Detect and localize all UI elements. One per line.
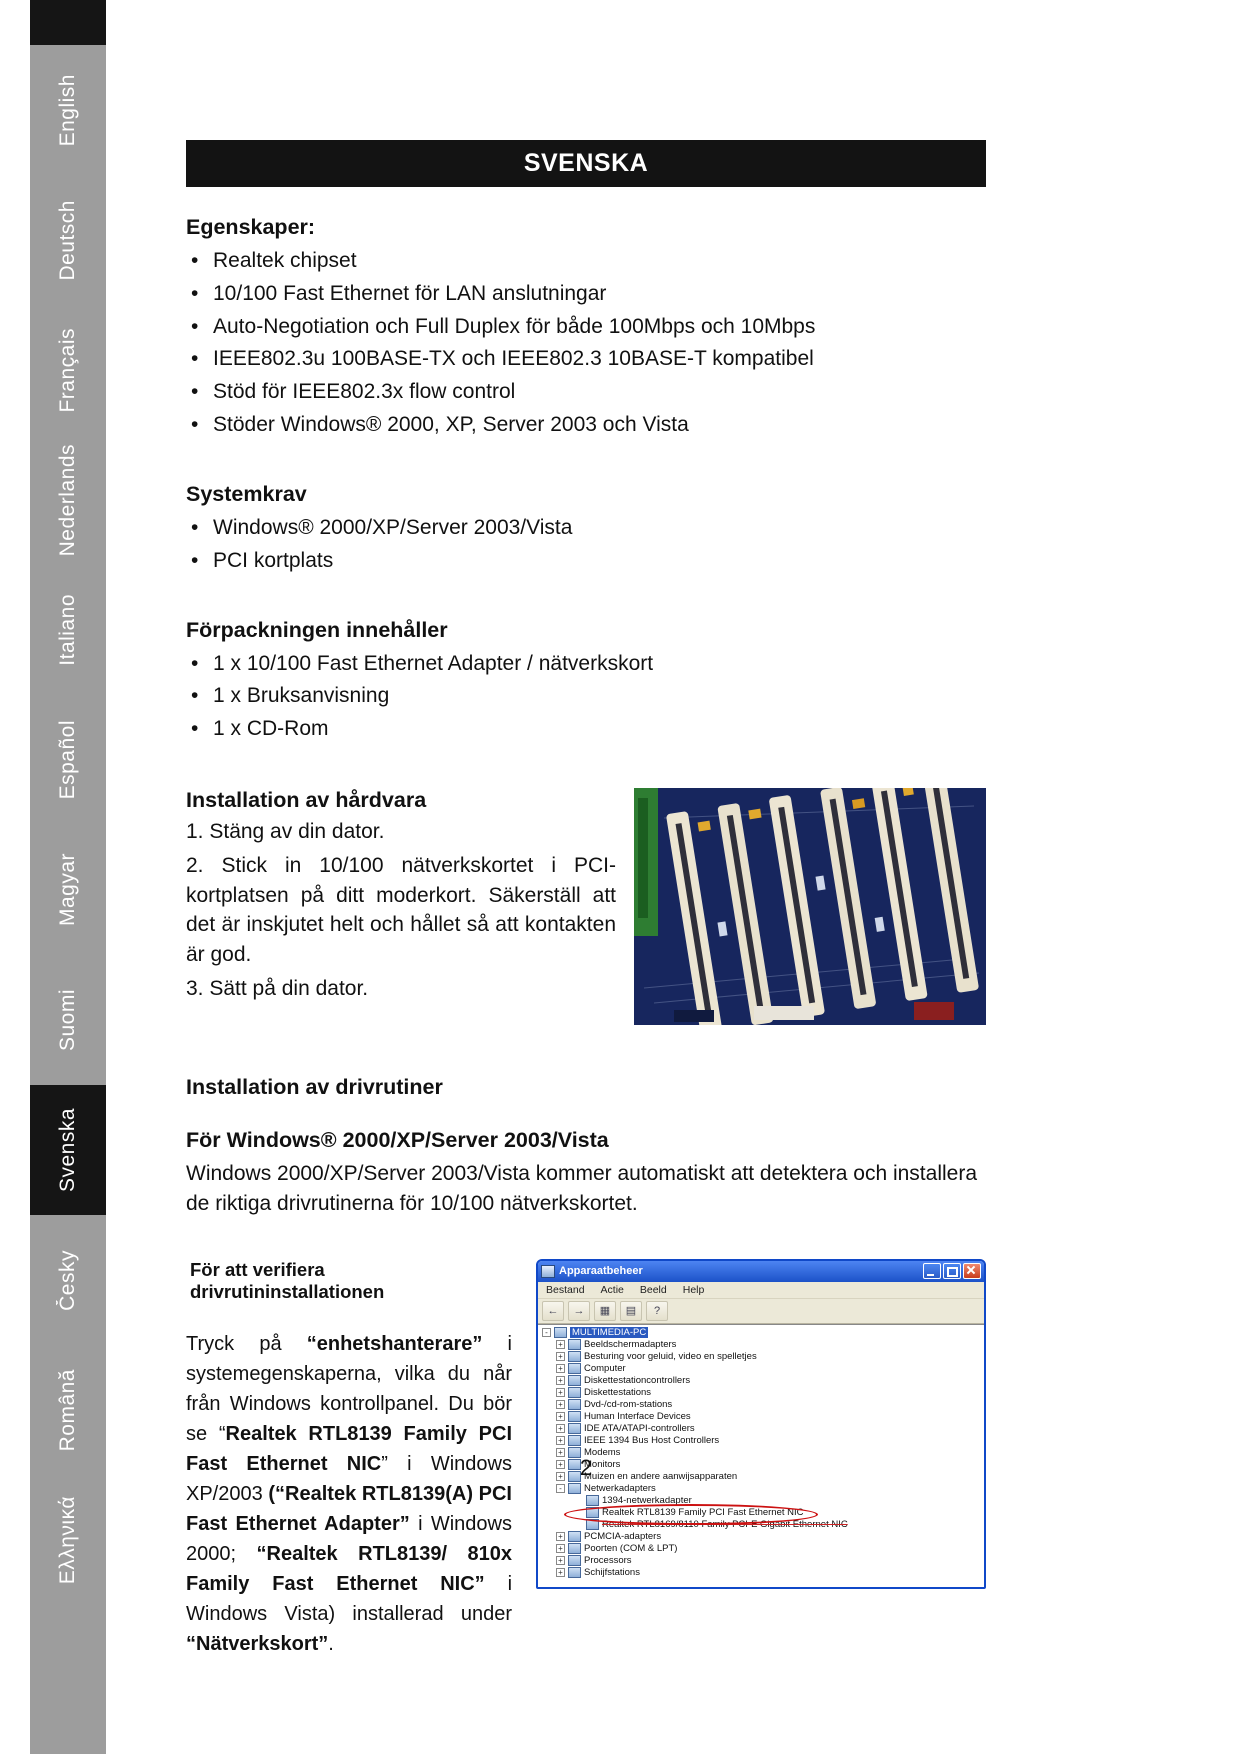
- close-icon: [963, 1263, 981, 1279]
- sidebar-item-cesky: [30, 1215, 106, 1345]
- language-label: Română: [56, 1368, 79, 1452]
- list-item: • 1 x Bruksanvisning: [186, 681, 986, 711]
- back-icon: ←: [542, 1301, 564, 1321]
- device-icon: [568, 1387, 581, 1398]
- sidebar-item-deutsch: [30, 175, 106, 305]
- highlight-ellipse: [564, 1504, 818, 1525]
- device-tree-item: 1394-netwerkadapter: [540, 1495, 984, 1507]
- device-tree-item: + Muizen en andere aanwijsapparaten: [540, 1471, 984, 1483]
- device-tree-item: - MULTIMEDIA-PC: [540, 1327, 984, 1339]
- device-tree-item: + Modems: [540, 1447, 984, 1459]
- language-label: English: [56, 73, 79, 147]
- sidebar-item-svenska-active: [30, 1085, 106, 1215]
- list-item: • Stöder Windows® 2000, XP, Server 2003 och Vista: [186, 410, 986, 440]
- language-label: Español: [56, 720, 79, 800]
- hardware-step: 1. Stäng av din dator.: [186, 819, 385, 843]
- window-menubar: [538, 1282, 984, 1299]
- help-icon: ?: [646, 1301, 668, 1321]
- list-item: • Auto-Negotiation och Full Duplex för både 100Mbps och 10Mbps: [186, 312, 986, 342]
- device-tree-item: + Human Interface Devices: [540, 1411, 984, 1423]
- device-icon: [568, 1363, 581, 1374]
- device-icon: [568, 1435, 581, 1446]
- device-icon: [568, 1351, 581, 1362]
- forward-icon: →: [568, 1301, 590, 1321]
- device-tree-item: + Beeldschermadapters: [540, 1339, 984, 1351]
- language-label: Česky: [56, 1249, 79, 1311]
- list-item: • 1 x 10/100 Fast Ethernet Adapter / nätverkskort: [186, 649, 986, 679]
- minimize-icon: [923, 1263, 941, 1279]
- sidebar-item-nederlands: [30, 435, 106, 565]
- device-icon: [568, 1399, 581, 1410]
- windows-body: Windows 2000/XP/Server 2003/Vista kommer automatiskt att detektera och installera de riktiga drivrutinerna för 10/100 nätverkskortet.: [186, 1161, 977, 1215]
- device-manager-icon: [541, 1265, 555, 1278]
- device-tree-item: + Diskettestations: [540, 1387, 984, 1399]
- package-list: [186, 649, 986, 744]
- network-adapter-icon: [586, 1495, 599, 1506]
- drivers-heading: Installation av drivrutiner: [186, 1074, 443, 1099]
- menu-item: Bestand: [546, 1283, 585, 1296]
- motherboard-photo: [634, 788, 986, 1025]
- device-icon: [568, 1555, 581, 1566]
- sidebar-item-magyar: [30, 825, 106, 955]
- device-tree-item: + IDE ATA/ATAPI-controllers: [540, 1423, 984, 1435]
- sidebar-item-english: [30, 45, 106, 175]
- sidebar-item-romana: [30, 1345, 106, 1475]
- menu-item: Help: [682, 1283, 705, 1296]
- list-item: • Realtek chipset: [186, 246, 986, 276]
- features-heading: Egenskaper:: [186, 215, 316, 239]
- language-label: Ελληνικά: [56, 1495, 79, 1585]
- verify-paragraph: Tryck på “enhetshanterare” i systemegenskaperna, vilka du når från Windows kontrollpanel. Du bör se “Realtek RTL8139 Family PCI Fast Ethernet NIC” i Windows XP/2003 (“Realtek RTL8139(A) PCI Fast Ethernet Adapter” i Windows 2000; “Realtek RTL8139/ 810x Family Fast Ethernet NIC” i Windows Vista) installerad under “Nätverkskort”.: [186, 1332, 513, 1655]
- device-tree-item: Realtek RTL8169/8110 Family PCI-E Gigabit Ethernet NIC: [540, 1519, 984, 1531]
- list-item: • PCI kortplats: [186, 546, 986, 576]
- menu-item: Beeld: [639, 1283, 667, 1296]
- verify-heading: För att verifiera drivrutininstallationen: [190, 1258, 385, 1302]
- sidebar-item-ellinika: [30, 1475, 106, 1605]
- device-tree-item: + IEEE 1394 Bus Host Controllers: [540, 1435, 984, 1447]
- device-tree-item: + Monitors: [540, 1459, 984, 1471]
- device-icon: [568, 1567, 581, 1578]
- list-item: • Windows® 2000/XP/Server 2003/Vista: [186, 513, 986, 543]
- maximize-icon: [943, 1263, 961, 1279]
- network-adapter-icon: [568, 1483, 581, 1494]
- language-label: Nederlands: [56, 443, 79, 557]
- language-label: Français: [56, 327, 79, 413]
- device-tree-item: + Dvd-/cd-rom-stations: [540, 1399, 984, 1411]
- list-item: • 1 x CD-Rom: [186, 714, 986, 744]
- device-icon: [568, 1375, 581, 1386]
- sidebar-item-italiano: [30, 565, 106, 695]
- system-heading: Systemkrav: [186, 481, 307, 506]
- device-icon: [568, 1423, 581, 1434]
- language-label: Deutsch: [56, 199, 79, 281]
- menu-item: Actie: [600, 1283, 624, 1296]
- language-label: Svenska: [56, 1107, 79, 1193]
- package-heading: Förpackningen innehåller: [186, 617, 448, 642]
- device-manager-screenshot: [536, 1259, 986, 1589]
- properties-icon: ▤: [620, 1301, 642, 1321]
- device-tree-item: + Poorten (COM & LPT): [540, 1543, 984, 1555]
- list-item: • Stöd för IEEE802.3x flow control: [186, 377, 986, 407]
- page-number: 2: [579, 1455, 593, 1480]
- list-item: • 10/100 Fast Ethernet för LAN anslutningar: [186, 279, 986, 309]
- language-sidebar: [30, 0, 106, 1754]
- computer-icon: [554, 1327, 567, 1338]
- device-tree-item-network-adapters: - Netwerkadapters: [540, 1483, 984, 1495]
- sidebar-top-cap: [30, 0, 106, 45]
- device-tree-item: + Besturing voor geluid, video en spelletjes: [540, 1351, 984, 1363]
- language-label: Italiano: [56, 594, 79, 666]
- device-icon: [568, 1411, 581, 1422]
- device-tree-item: + Processors: [540, 1555, 984, 1567]
- page-content: [186, 140, 986, 1659]
- window-title: Apparaatbeheer: [559, 1265, 643, 1278]
- show-icon: ▦: [594, 1301, 616, 1321]
- hardware-section: [186, 788, 986, 1025]
- sidebar-item-espanol: [30, 695, 106, 825]
- device-icon: [568, 1531, 581, 1542]
- hardware-step: 3. Sätt på din dator.: [186, 977, 369, 1000]
- hardware-step: 2. Stick in 10/100 nätverkskortet i PCI-kortplatsen på ditt moderkort. Säkerställ att det är inskjutet helt och hållet så att kontakten är god.: [186, 853, 616, 967]
- window-toolbar: [538, 1299, 984, 1324]
- device-icon: [568, 1543, 581, 1554]
- device-tree-item: + Schijfstations: [540, 1567, 984, 1579]
- language-label: Magyar: [56, 853, 79, 927]
- sidebar-item-francais: [30, 305, 106, 435]
- language-label: Suomi: [56, 988, 79, 1052]
- list-item: • IEEE802.3u 100BASE-TX och IEEE802.3 10BASE-T kompatibel: [186, 344, 986, 374]
- device-tree-item-realtek-nic: Realtek RTL8139 Family PCI Fast Ethernet NIC: [540, 1507, 984, 1519]
- system-list: [186, 513, 986, 576]
- device-tree-item: + Diskettestationcontrollers: [540, 1375, 984, 1387]
- device-icon: [568, 1339, 581, 1350]
- window-titlebar: [538, 1261, 984, 1282]
- device-tree-item: + PCMCIA-adapters: [540, 1531, 984, 1543]
- device-tree-item: + Computer: [540, 1363, 984, 1375]
- page-title: SVENSKA: [186, 140, 986, 187]
- windows-heading: För Windows® 2000/XP/Server 2003/Vista: [186, 1127, 609, 1152]
- features-list: [186, 246, 986, 440]
- hardware-heading: Installation av hårdvara: [186, 787, 427, 812]
- sidebar-item-suomi: [30, 955, 106, 1085]
